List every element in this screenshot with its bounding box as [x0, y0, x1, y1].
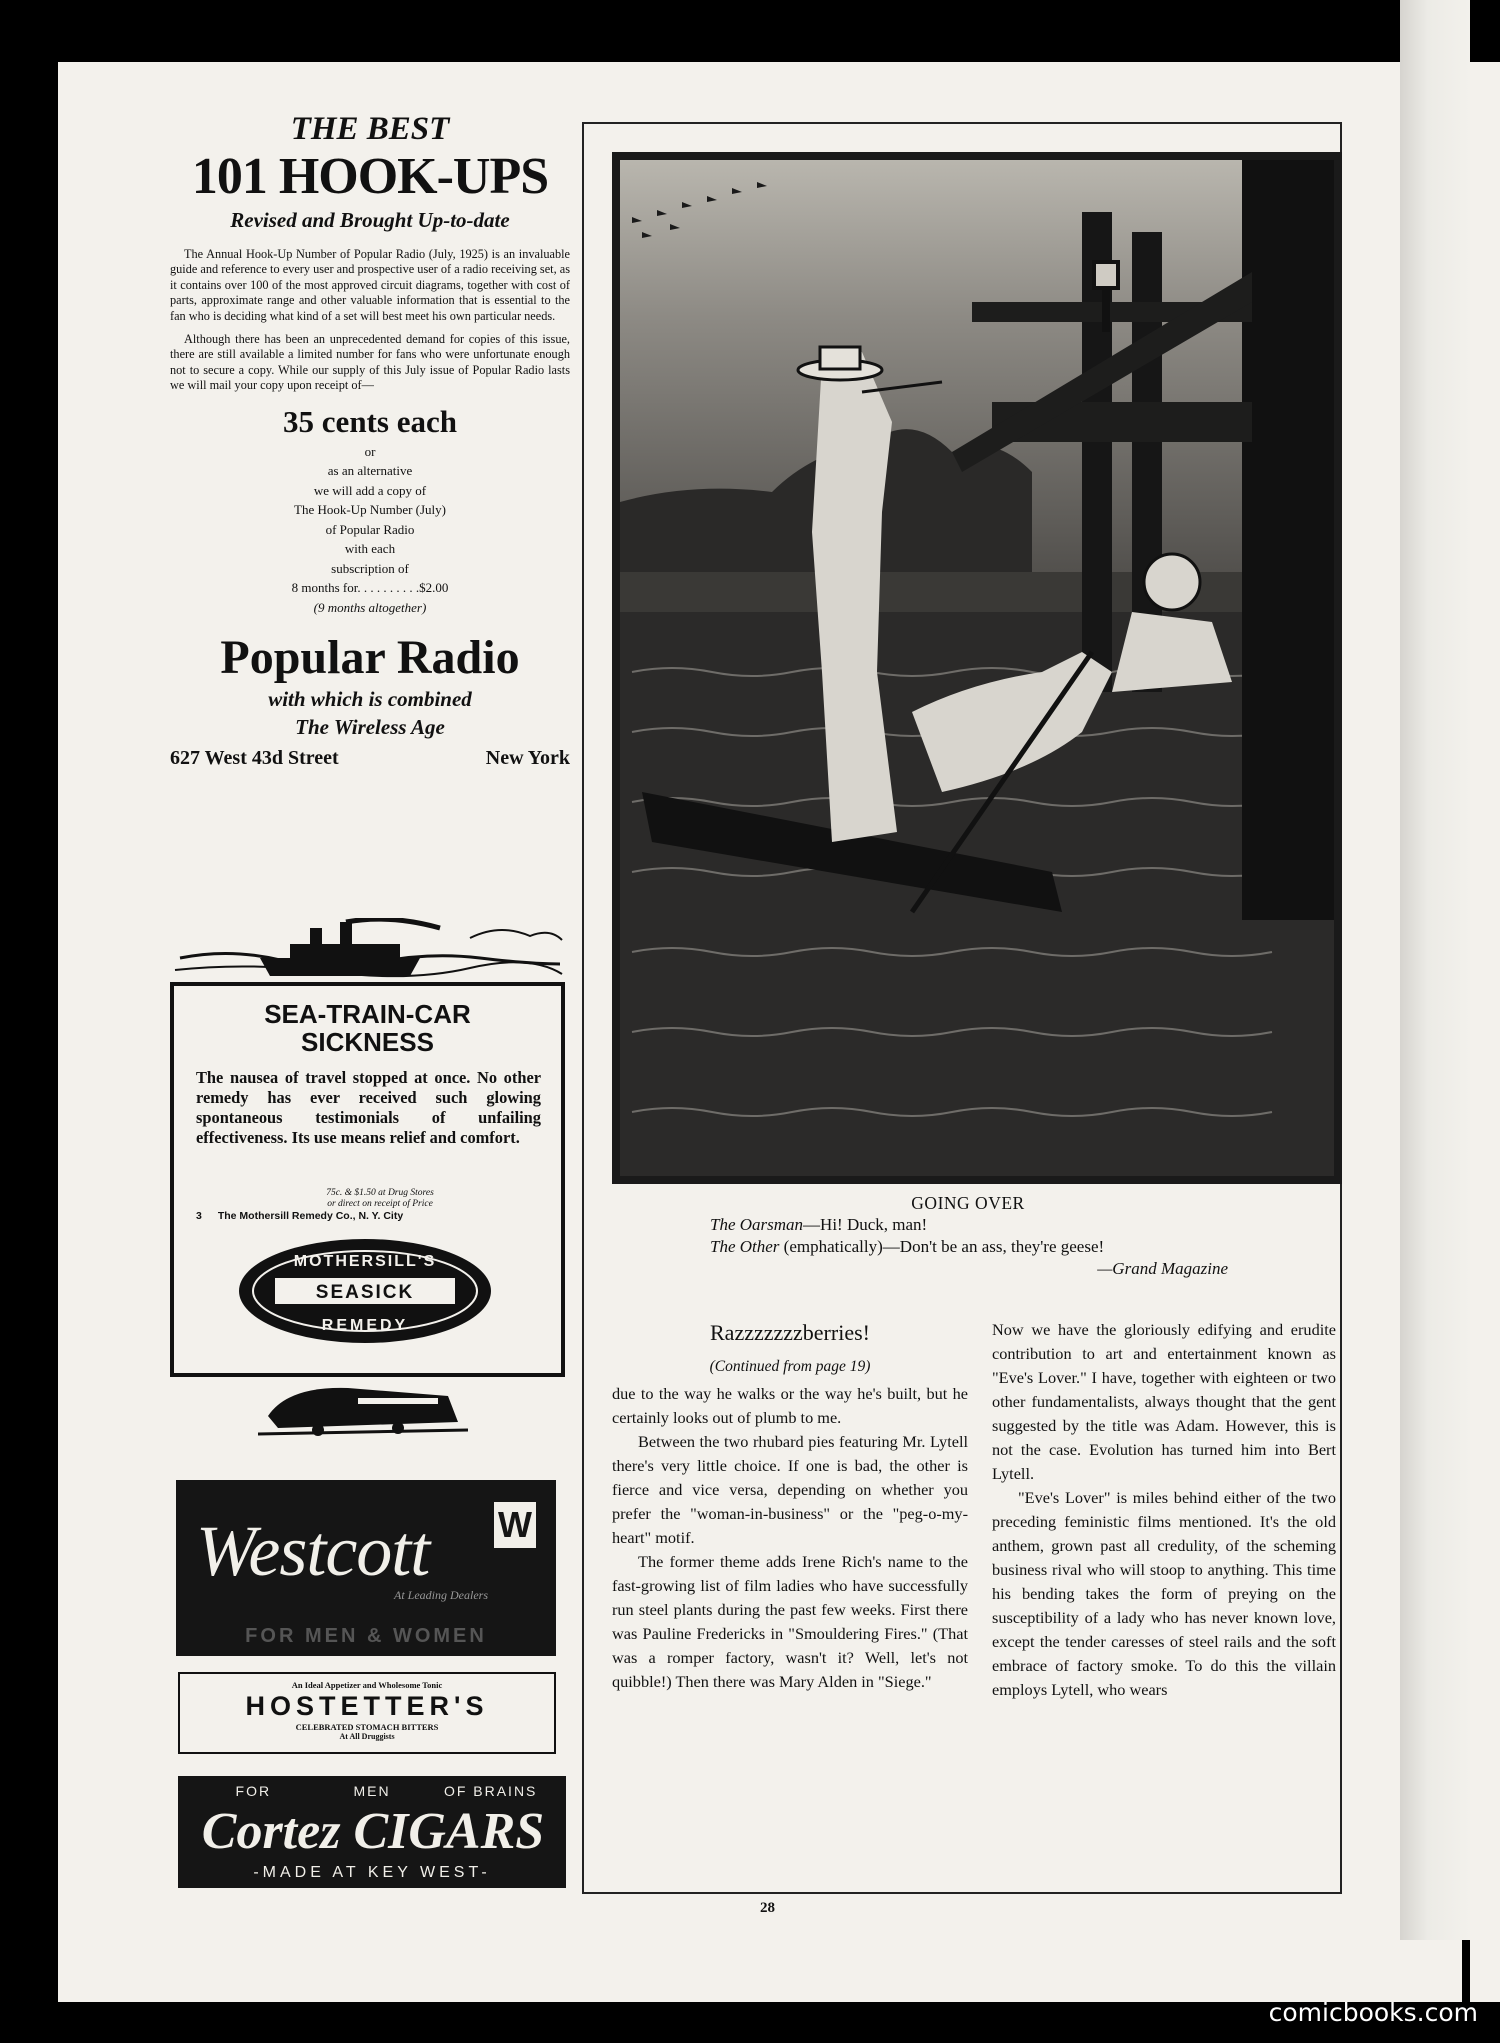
- article-paragraph: "Eve's Lover" is miles behind either of the two preceding feministic films mentioned. It's the old anthem, grown past all credulity, of the scheming business rival who will stoop to anything. This time his bending takes the form of preying on the susceptibility of a lady who has never known love, except the tender caresses of steel rails and the soft embrace of factory smoke. To do this the villain employs Lytell, who wears: [992, 1488, 1336, 1699]
- cartoon-caption: [598, 1192, 1338, 1280]
- alt-note: (9 months altogether): [313, 599, 427, 615]
- combined-line: with which is combined: [268, 687, 472, 712]
- alt-line: 8 months for. . . . . . . . . .$2.00: [291, 580, 449, 596]
- street-address: 627 West 43d Street: [170, 747, 339, 770]
- ad-top-line: An Ideal Appetizer and Wholesome Tonic: [291, 1680, 443, 1690]
- caption-credit: —Grand Magazine: [1097, 1259, 1228, 1278]
- westcott-ad: [176, 1480, 556, 1656]
- alt-line: subscription of: [331, 560, 409, 576]
- svg-text:REMEDY: REMEDY: [321, 1317, 409, 1334]
- printer-marker: 3: [196, 1210, 202, 1222]
- alt-line: we will add a copy of: [313, 482, 427, 498]
- ad-price: 35 cents each: [283, 403, 457, 439]
- w-logo-icon: W: [494, 1502, 536, 1548]
- ad-headline-small: THE BEST: [290, 111, 450, 147]
- ad-paragraph: Although there has been an unprecedented demand for copies of this issue, there are still available a limited number for fans who were unfortunate enough not to secure a copy. While our supply of this July issue of Popular Radio lasts we will mail your copy upon receipt of—: [170, 332, 570, 393]
- ad-price: 75c. & $1.50 at Drug Stores or direct on receipt of Price: [326, 1188, 434, 1209]
- alt-line: as an alternative: [327, 463, 413, 479]
- ad-paragraph: The Annual Hook-Up Number of Popular Radio (July, 1925) is an invaluable guide and reference to every user and prospective user of a radio receiving set, as it contains over 100 of the most approved circuit diagrams, together with cost of parts, approximate range and other valuable information that is essential to the fan who is deciding what kind of a set will best meet his own particular needs.: [170, 247, 570, 323]
- ad-subline: At All Druggists: [339, 1732, 395, 1741]
- brand-name: Westcott: [196, 1511, 430, 1591]
- brand-name: HOSTETTER'S: [245, 1691, 489, 1721]
- article-column-right: [992, 1318, 1336, 1702]
- ad-top-line: FOR MEN OF BRAINS: [235, 1783, 538, 1799]
- magazine-address: [170, 747, 570, 770]
- brand-name: Cortez CIGARS: [201, 1803, 545, 1860]
- cartoon-title: GOING OVER: [911, 1193, 1025, 1213]
- article-paragraph: Between the two rhubard pies featuring Mr. Lytell there's very little choice. If one is bad, the other is fierce and vice versa, depending on whether you prefer the "woman-in-business" or the "peg-o-my-heart" motif.: [612, 1432, 968, 1547]
- company-line: 3 The Mothersill Remedy Co., N. Y. City: [196, 1210, 404, 1222]
- cortez-cigars-ad: [178, 1776, 566, 1888]
- svg-text:MOTHERSILL'S: MOTHERSILL'S: [293, 1253, 437, 1270]
- alt-line: or: [364, 443, 376, 459]
- train-illustration: [258, 1376, 468, 1442]
- article-paragraph: Now we have the gloriously edifying and erudite contribution to art and entertainment known as "Eve's Lover." I have, together with eighteen or two other fundamentalists, always thought that the gent suggested by the title was Adam. However, this is not the case. Evolution has turned him into Bert Lytell.: [992, 1320, 1336, 1483]
- watermark: comicbooks.com: [1268, 1998, 1478, 2027]
- hostetter-ad: [178, 1672, 556, 1754]
- svg-text:SEASICK: SEASICK: [315, 1282, 415, 1303]
- cartoon-illustration: [612, 152, 1342, 1184]
- ad-subheadline: Revised and Brought Up-to-date: [230, 208, 510, 232]
- remedy-badge: [235, 1236, 495, 1346]
- alt-line: The Hook-Up Number (July): [294, 502, 446, 518]
- seasick-remedy-ad: [170, 918, 565, 1448]
- ad-title: SEA-TRAIN-CAR SICKNESS: [264, 999, 471, 1057]
- combined-line: The Wireless Age: [295, 715, 445, 740]
- article-paragraph: due to the way he walks or the way he's built, but he certainly looks out of plumb to me.: [612, 1384, 968, 1427]
- alt-line: of Popular Radio: [325, 521, 415, 537]
- magazine-name: Popular Radio: [220, 631, 520, 685]
- article-headline: Razzzzzzzberries!: [710, 1320, 870, 1345]
- ad-body: The nausea of travel stopped at once. No other remedy has ever received such glowing spontaneous testimonials of unfailing effectiveness. Its use means relief and comfort.: [196, 1068, 541, 1147]
- ad-subline: CELEBRATED STOMACH BITTERS: [295, 1722, 439, 1732]
- ad-bottom-line: -MADE AT KEY WEST-: [253, 1864, 491, 1881]
- caption-line: The Other (emphatically)—Don't be an ass, they're geese!: [710, 1237, 1105, 1256]
- ad-band: FOR MEN & WOMEN: [245, 1625, 487, 1647]
- continued-note: (Continued from page 19): [709, 1358, 871, 1375]
- ad-alternative-offer: [170, 442, 570, 618]
- ad-headline-big: 101 HOOK-UPS: [191, 148, 549, 205]
- ship-illustration: [170, 918, 565, 982]
- caption-line: The Oarsman—Hi! Duck, man!: [710, 1215, 928, 1234]
- ad-tagline: At Leading Dealers: [394, 1588, 488, 1602]
- alt-line: with each: [344, 541, 396, 557]
- page-gutter: [1400, 0, 1470, 1940]
- article-column-left: [612, 1318, 968, 1694]
- popular-radio-ad: [170, 110, 570, 770]
- next-page-edge: [1470, 62, 1500, 2002]
- article-paragraph: The former theme adds Irene Rich's name to the fast-growing list of film ladies who have successfully run steel plants during the past few weeks. First there was Pauline Fredericks in "Smouldering Fires." (That was a romper factory, wasn't it? Well, let's not quibble!) Then there was Mary Alden in "Siege.": [612, 1552, 968, 1691]
- page-number: 28: [760, 1900, 775, 1916]
- city: New York: [485, 747, 570, 770]
